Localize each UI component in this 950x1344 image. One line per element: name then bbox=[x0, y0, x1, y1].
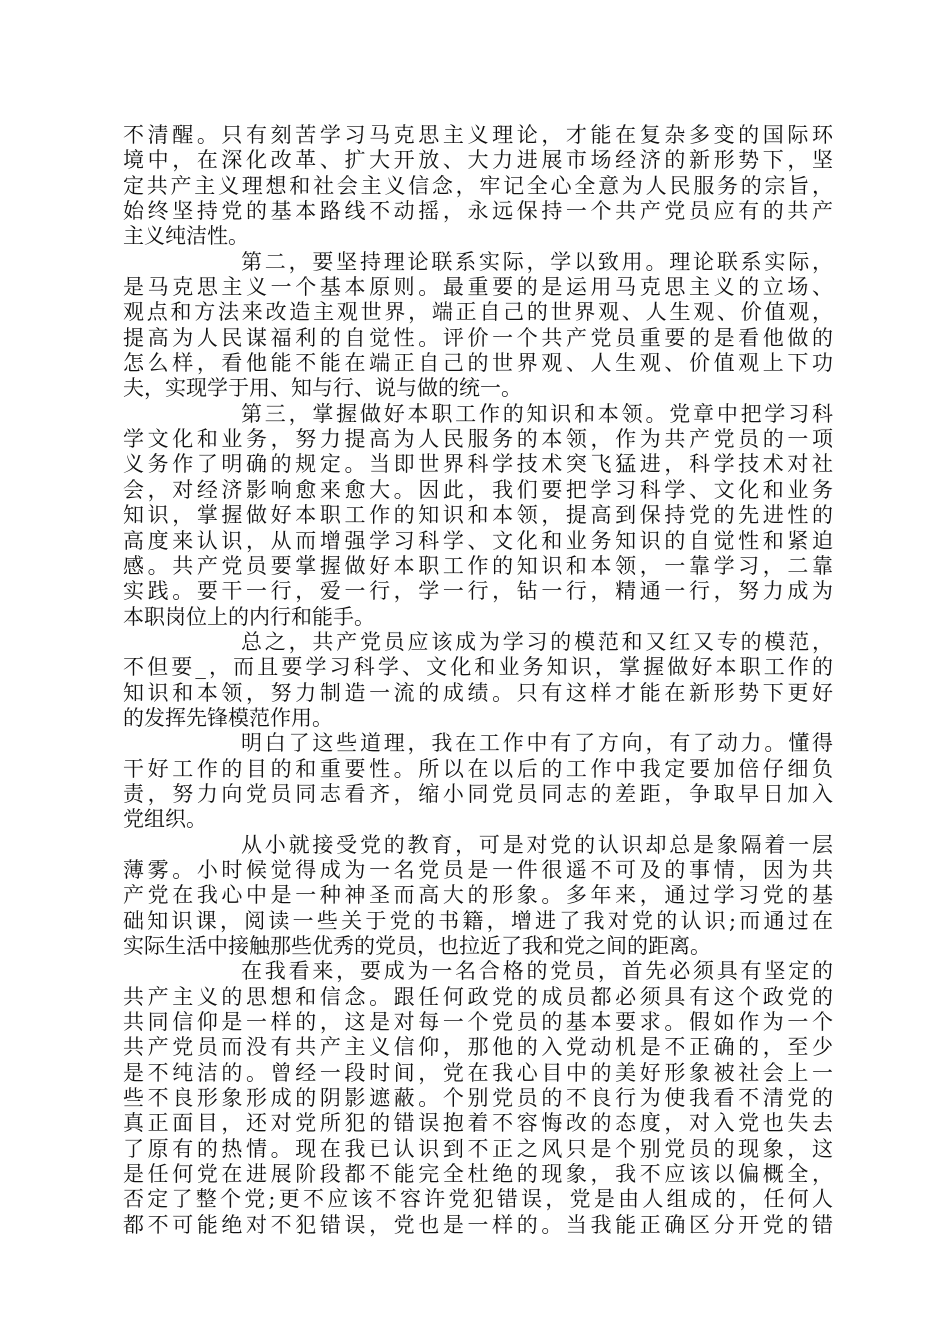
text-line: 共同信仰是一样的，这是对每一个党员的基本要求。假如作为一个 bbox=[123, 1010, 833, 1035]
text-line: 始终坚持党的基本路线不动摇，永远保持一个共产党员应有的共产 bbox=[123, 199, 833, 224]
text-line: 夫，实现学于用、知与行、说与做的统一。 bbox=[123, 376, 522, 401]
text-line: 怎么样，看他能不能在端正自己的世界观、人生观、价值观上下功 bbox=[123, 351, 833, 376]
text-line: 在我看来，要成为一名合格的党员，首先必须具有坚定的 bbox=[241, 959, 833, 984]
paragraph bbox=[123, 250, 833, 402]
text-line: 本职岗位上的内行和能手。 bbox=[123, 604, 375, 629]
text-line: 党组织。 bbox=[123, 807, 207, 832]
paragraph bbox=[123, 833, 833, 960]
text-line: 境中，在深化改革、扩大开放、大力进展市场经济的新形势下，坚 bbox=[123, 148, 833, 173]
text-line: 总之，共产党员应该成为学习的模范和又红又专的模范， bbox=[241, 629, 833, 654]
text-line: 会，对经济影响愈来愈大。因此，我们要把学习科学、文化和业务 bbox=[123, 477, 833, 502]
text-line: 真正面目，还对党所犯的错误抱着不容悔改的态度，对入党也失去 bbox=[123, 1111, 833, 1136]
text-line: 不但要_，而且要学习科学、文化和业务知识，掌握做好本职工作的 bbox=[123, 655, 833, 680]
body-text bbox=[123, 123, 833, 1238]
text-line: 些不良形象形成的阴影遮蔽。个别党员的不良行为使我看不清党的 bbox=[123, 1086, 833, 1111]
text-line: 产党在我心中是一种神圣而高大的形象。多年来，通过学习党的基 bbox=[123, 883, 833, 908]
text-line: 主义纯洁性。 bbox=[123, 224, 249, 249]
paragraph bbox=[123, 402, 833, 630]
text-line: 明白了这些道理，我在工作中有了方向，有了动力。懂得 bbox=[241, 731, 833, 756]
paragraph bbox=[123, 959, 833, 1238]
text-line: 感。共产党员要掌握做好本职工作的知识和本领，一靠学习，二靠 bbox=[123, 553, 833, 578]
text-line: 知识，掌握做好本职工作的知识和本领，提高到保持党的先进性的 bbox=[123, 503, 833, 528]
text-line: 的发挥先锋模范作用。 bbox=[123, 705, 333, 730]
text-line: 实际生活中接触那些优秀的党员，也拉近了我和党之间的距离。 bbox=[123, 934, 711, 958]
text-line: 第三，掌握做好本职工作的知识和本领。党章中把学习科 bbox=[241, 401, 833, 426]
text-line: 学文化和业务，努力提高为人民服务的本领，作为共产党员的一项 bbox=[123, 427, 833, 452]
text-line: 是不纯洁的。曾经一段时间，党在我心目中的美好形象被社会上一 bbox=[123, 1060, 833, 1085]
text-line: 观点和方法来改造主观世界，端正自己的世界观、人生观、价值观， bbox=[123, 300, 833, 325]
text-line: 否定了整个党;更不应该不容许党犯错误，党是由人组成的，任何人 bbox=[123, 1187, 833, 1212]
text-line: 共产主义的思想和信念。跟任何政党的成员都必须具有这个政党的 bbox=[123, 984, 833, 1009]
text-line: 是任何党在进展阶段都不能完全杜绝的现象，我不应该以偏概全， bbox=[123, 1162, 833, 1187]
text-line: 义务作了明确的规定。当即世界科学技术突飞猛进，科学技术对社 bbox=[123, 452, 833, 477]
text-line: 是马克思主义一个基本原则。最重要的是运用马克思主义的立场、 bbox=[123, 275, 833, 300]
paragraph bbox=[123, 731, 833, 832]
text-line: 知识和本领，努力制造一流的成绩。只有这样才能在新形势下更好 bbox=[123, 680, 833, 705]
text-line: 定共产主义理想和社会主义信念，牢记全心全意为人民服务的宗旨， bbox=[123, 173, 833, 198]
text-line: 第二，要坚持理论联系实际，学以致用。理论联系实际， bbox=[241, 249, 833, 274]
text-line: 高度来认识，从而增强学习科学、文化和业务知识的自觉性和紧迫 bbox=[123, 528, 833, 553]
text-line: 薄雾。小时候觉得成为一名党员是一件很遥不可及的事情，因为共 bbox=[123, 857, 833, 882]
text-line: 了原有的热情。现在我已认识到不正之风只是个别党员的现象，这 bbox=[123, 1136, 833, 1161]
text-line: 共产党员而没有共产主义信仰，那他的入党动机是不正确的，至少 bbox=[123, 1035, 833, 1060]
text-line: 础知识课，阅读一些关于党的书籍，增进了我对党的认识;而通过在 bbox=[123, 908, 833, 933]
text-line: 责，努力向党员同志看齐，缩小同党员同志的差距，争取早日加入 bbox=[123, 781, 833, 806]
text-line: 不清醒。只有刻苦学习马克思主义理论，才能在复杂多变的国际环 bbox=[123, 123, 833, 147]
paragraph bbox=[123, 630, 833, 731]
text-line: 提高为人民谋福利的自觉性。评价一个共产党员重要的是看他做的 bbox=[123, 325, 833, 350]
text-line: 从小就接受党的教育，可是对党的认识却总是象隔着一层 bbox=[241, 832, 833, 857]
text-line: 都不可能绝对不犯错误，党也是一样的。当我能正确区分开党的错 bbox=[123, 1212, 833, 1237]
paragraph bbox=[123, 123, 833, 250]
text-line: 实践。要干一行，爱一行，学一行，钻一行，精通一行，努力成为 bbox=[123, 579, 833, 604]
text-line: 干好工作的目的和重要性。所以在以后的工作中我定要加倍仔细负 bbox=[123, 756, 833, 781]
